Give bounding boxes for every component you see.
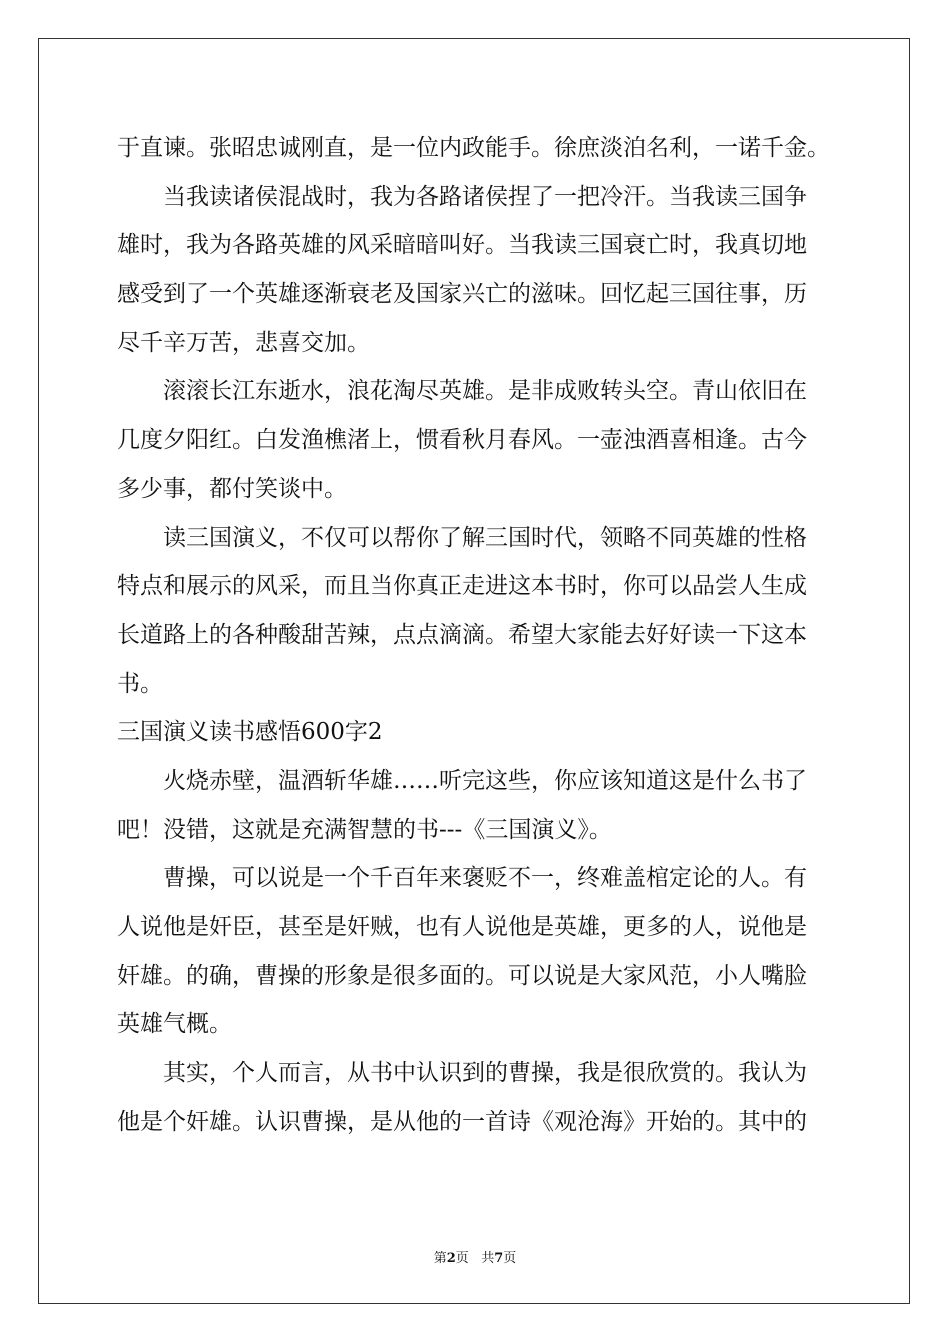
page-suffix: 页 <box>455 1251 469 1266</box>
text-line: 雄时，我为各路英雄的风采暗暗叫好。当我读三国衰亡时，我真切地 <box>117 232 807 259</box>
text-line: 人说他是奸臣，甚至是奸贼，也有人说他是英雄，更多的人，说他是 <box>117 914 807 940</box>
text-line: 当我读诸侯混战时，我为各路诸侯捏了一把冷汗。当我读三国争 <box>117 183 807 210</box>
text-line: 多少事，都付笑谈中。 <box>117 475 347 502</box>
section-heading: 三国演义读书感悟600字2 <box>117 719 383 746</box>
total-prefix: 共 <box>481 1251 495 1266</box>
document-body <box>117 124 833 1146</box>
text-line: 火烧赤壁，温酒斩华雄……听完这些，你应该知道这是什么书了 <box>117 767 807 794</box>
text-line: 奸雄。的确，曹操的形象是很多面的。可以说是大家风范，小人嘴脸 <box>117 962 807 989</box>
text-line: 他是个奸雄。认识曹操，是从他的一首诗《观沧海》开始的。其中的 <box>117 1108 807 1135</box>
text-line: 于直谏。张昭忠诚刚直，是一位内政能手。徐庶淡泊名利，一诺千金。 <box>117 135 830 161</box>
page-number: 2 <box>446 1251 456 1266</box>
text-line: 特点和展示的风采，而且当你真正走进这本书时，你可以品尝人生成 <box>117 573 807 600</box>
page-prefix: 第 <box>433 1251 447 1266</box>
total-suffix: 页 <box>503 1251 517 1266</box>
text-line: 吧！没错，这就是充满智慧的书---《三国演义》。 <box>117 816 612 843</box>
page-footer <box>0 1247 950 1266</box>
text-line: 书。 <box>117 670 163 697</box>
text-line: 长道路上的各种酸甜苦辣，点点滴滴。希望大家能去好好读一下这本 <box>117 621 807 648</box>
text-line: 几度夕阳红。白发渔樵渚上，惯看秋月春风。一壶浊酒喜相逢。古今 <box>117 427 807 454</box>
total-pages: 7 <box>494 1251 504 1266</box>
text-line: 英雄气概。 <box>117 1011 232 1038</box>
text-line: 其实，个人而言，从书中认识到的曹操，我是很欣赏的。我认为 <box>117 1060 807 1087</box>
text-line: 曹操，可以说是一个千百年来褒贬不一，终难盖棺定论的人。有 <box>117 865 807 892</box>
text-line: 滚滚长江东逝水，浪花淘尽英雄。是非成败转头空。青山依旧在 <box>117 378 807 405</box>
text-line: 感受到了一个英雄逐渐衰老及国家兴亡的滋味。回忆起三国往事，历 <box>117 281 807 308</box>
text-line: 尽千辛万苦，悲喜交加。 <box>117 329 370 356</box>
text-line: 读三国演义，不仅可以帮你了解三国时代，领略不同英雄的性格 <box>117 524 807 551</box>
